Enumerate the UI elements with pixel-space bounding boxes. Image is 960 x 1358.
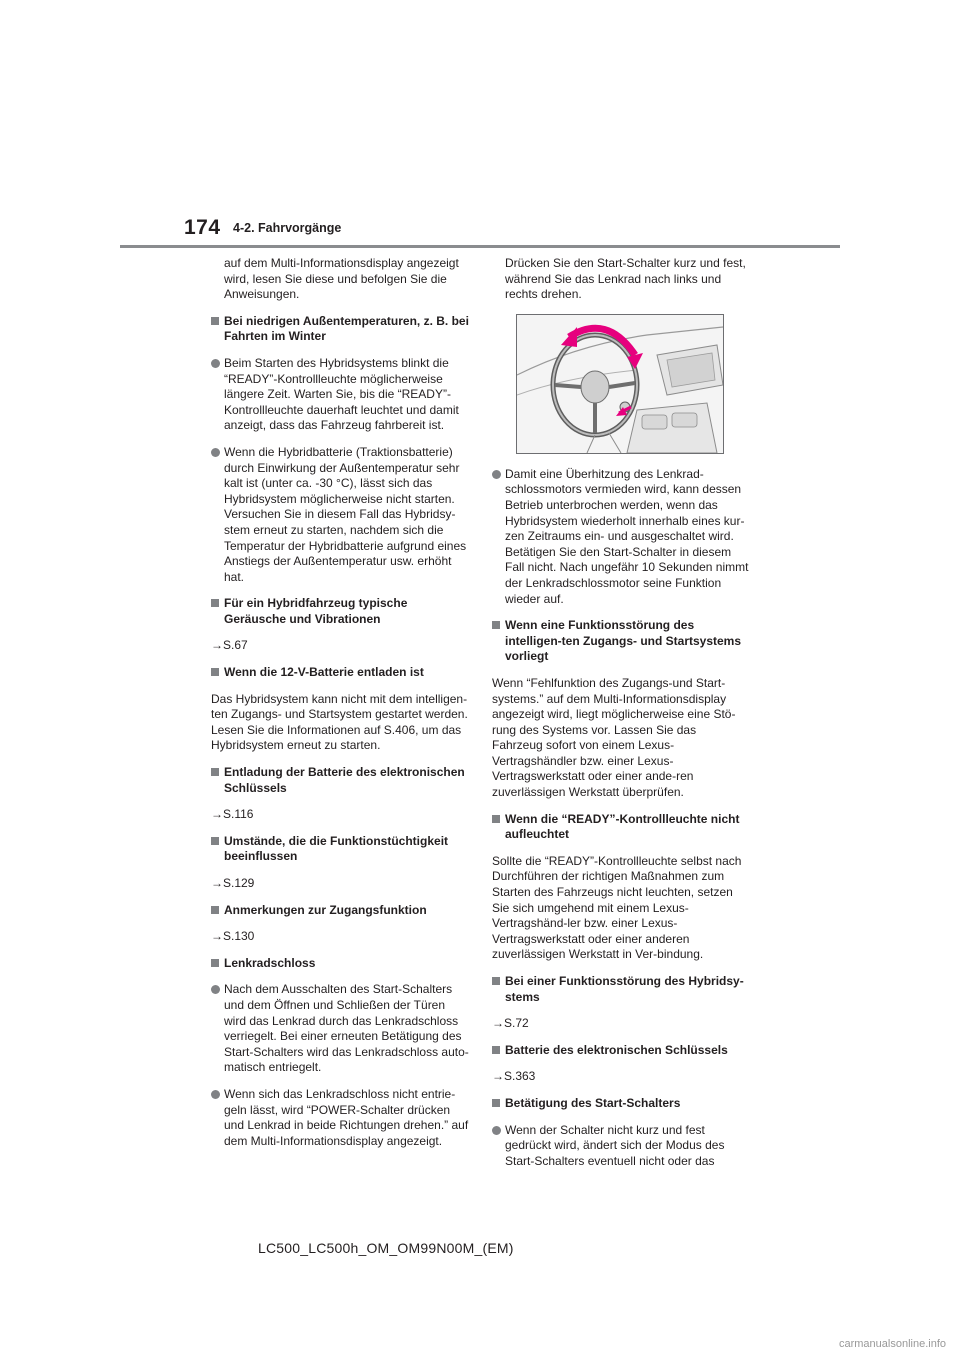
- round-bullet-icon: [492, 1126, 501, 1135]
- heading-text: Wenn eine Funktionsstörung des intelligen-ten Zugangs- und Startsystems vorliegt: [505, 618, 742, 664]
- page-reference-link[interactable]: →S.129: [211, 876, 255, 890]
- heading-steering-lock: [211, 956, 469, 972]
- heading-ready-off: [492, 812, 750, 843]
- bullet-overheat: [492, 467, 750, 607]
- round-bullet-icon: [211, 1090, 220, 1099]
- square-bullet-icon: [211, 959, 219, 967]
- bullet-text: Nach dem Ausschalten des Start-Schalters und dem Öffnen und Schließen der Türen wird das Lenkrad durch das Lenkradschloss verriegelt. Bei einer erneuten Betätigung des Start-Schalters wird das Lenkradschloss auto-matisch entriegelt.: [224, 982, 469, 1075]
- heading-text: Anmerkungen zur Zugangsfunktion: [224, 902, 427, 917]
- bullet-battery-cold: [211, 445, 469, 585]
- heading-text: Batterie des elektronischen Schlüssels: [505, 1042, 728, 1057]
- intro-continuation: auf dem Multi-Informationsdisplay angezeigt wird, lesen Sie diese und befolgen Sie die Anweisungen.: [224, 256, 459, 302]
- header-rule: [120, 245, 840, 248]
- heading-noise: [211, 596, 469, 627]
- square-bullet-icon: [492, 815, 500, 823]
- heading-text: Bei einer Funktionsstörung des Hybridsy-stems: [505, 974, 744, 1004]
- round-bullet-icon: [211, 359, 220, 368]
- bullet-text: Beim Starten des Hybridsystems blinkt die “READY”-Kontrollleuchte möglicherweise längere Zeit. Warten Sie, bis die “READY”-Kontrollleuchte dauerhaft leuchtet und damit anzeigt, dass das Fahrzeug fahrbereit ist.: [224, 355, 459, 433]
- heading-text: Für ein Hybridfahrzeug typische Geräusche und Vibrationen: [224, 596, 408, 626]
- square-bullet-icon: [211, 837, 219, 845]
- right-column: [492, 256, 750, 1180]
- heading-key-battery: [492, 1043, 750, 1059]
- intro-continuation: Drücken Sie den Start-Schalter kurz und fest, während Sie das Lenkrad nach links und rechts drehen.: [505, 256, 746, 302]
- square-bullet-icon: [492, 621, 500, 629]
- page-reference-link[interactable]: →S.116: [211, 807, 254, 822]
- heading-malfunction: [492, 618, 750, 665]
- heading-text: Wenn die “READY”-Kontrollleuchte nicht aufleuchtet: [505, 811, 740, 842]
- bullet-lock-release: [211, 1087, 469, 1149]
- bullet-text: Wenn sich das Lenkradschloss nicht entrie-geln lässt, wird “POWER-Schalter drücken und Lenkrad in beide Richtungen drehen.” auf dem Multi-Informationsdisplay angezeigt.: [224, 1086, 469, 1148]
- round-bullet-icon: [492, 470, 501, 479]
- document-code: LC500_LC500h_OM_OM99N00M_(EM): [258, 1240, 514, 1256]
- square-bullet-icon: [211, 317, 219, 325]
- bullet-text: Wenn die Hybridbatterie (Traktionsbatterie) durch Einwirkung der Außentemperatur sehr kalt ist (unter ca. -30 °C), lässt sich das Hybridsystem möglicherweise nicht starten. Versuchen Sie in diesem Fall das Hybridsy-stem erneut zu starten, nachdem sich die Temperatur der Hybridbatterie aufgrund eines Anstiegs der Außentemperatur usw. erhöht hat.: [224, 444, 467, 584]
- paragraph-ready-off: Sollte die “READY”-Kontrollleuchte selbst nach Durchführen der richtigen Maßnahmen zum Starten des Fahrzeugs nicht leuchten, setzen Sie sich umgehend mit einem Lexus-Vertragshänd-ler bzw. einer Lexus-Vertragswerkstatt oder einer anderen zuverlässigen Werkstatt in Ver-bindung.: [492, 853, 742, 962]
- heading-conditions: [211, 834, 469, 865]
- heading-access-notes: [211, 903, 469, 919]
- watermark: carmanualsonline.info: [838, 1338, 946, 1350]
- bullet-ready-blink: [211, 356, 469, 434]
- heading-start-switch: [492, 1096, 750, 1112]
- heading-text: Umstände, die die Funktionstüchtigkeit beeinflussen: [224, 833, 449, 864]
- bullet-text: Wenn der Schalter nicht kurz und fest gedrückt wird, ändert sich der Modus des Start-Schalters eventuell nicht oder das: [505, 1122, 725, 1168]
- heading-hybrid-fault: [492, 974, 750, 1005]
- bullet-lock-auto: [211, 982, 469, 1076]
- paragraph-malfunction: Wenn “Fehlfunktion des Zugangs-und Start-systems.” auf dem Multi-Informationsdisplay angezeigt wird, liegt möglicherweise eine Stö-rung des Systems vor. Lassen Sie das Fahrzeug sofort von einem Lexus-Vertragshändler bzw. einer Lexus-Vertragswerkstatt oder einer ande-ren zuverlässigen Werkstatt überprüfen.: [492, 675, 736, 800]
- square-bullet-icon: [492, 1046, 500, 1054]
- heading-text: Bei niedrigen Außentemperaturen, z. B. bei Fahrten im Winter: [224, 313, 469, 344]
- page-reference-link[interactable]: →S.67: [211, 638, 248, 653]
- page-number: 174: [184, 216, 221, 239]
- heading-key-battery-drain: [211, 765, 469, 796]
- steering-wheel-illustration: [516, 314, 724, 454]
- heading-text: Entladung der Batterie des elektronischen Schlüssels: [224, 765, 465, 795]
- square-bullet-icon: [492, 1099, 500, 1107]
- page-reference-link[interactable]: →S.130: [211, 929, 255, 944]
- round-bullet-icon: [211, 985, 220, 994]
- square-bullet-icon: [211, 668, 219, 676]
- square-bullet-icon: [211, 599, 219, 607]
- round-bullet-icon: [211, 448, 220, 457]
- heading-text: Betätigung des Start-Schalters: [505, 1095, 681, 1110]
- page-reference-link[interactable]: →S.72: [492, 1016, 529, 1031]
- left-column: [211, 256, 469, 1160]
- square-bullet-icon: [211, 906, 219, 914]
- square-bullet-icon: [211, 768, 219, 776]
- bullet-text: Damit eine Überhitzung des Lenkrad-schlossmotors vermieden wird, kann dessen Betrieb unterbrochen werden, wenn das Hybridsystem wiederholt innerhalb eines kur-zen Zeitraums ein- und ausgeschaltet wird. Betätigen Sie den Start-Schalter in diesem Fall nicht. Nach ungefähr 10 Sekunden nimmt der Lenkradschlossmotor seine Funktion wieder auf.: [505, 466, 749, 606]
- paragraph-12v-battery: Das Hybridsystem kann nicht mit dem intelligen-ten Zugangs- und Startsystem gestartet werden. Lesen Sie die Informationen auf S.406, um das Hybridsystem erneut zu starten.: [211, 691, 468, 753]
- page-reference-link[interactable]: →S.363: [492, 1069, 536, 1084]
- square-bullet-icon: [492, 977, 500, 985]
- section-title: 4-2. Fahrvorgänge: [233, 221, 342, 235]
- heading-text: Lenkradschloss: [224, 955, 316, 970]
- heading-low-temperature: [211, 314, 469, 345]
- heading-text: Wenn die 12-V-Batterie entladen ist: [224, 665, 424, 680]
- bullet-start-switch: [492, 1123, 750, 1170]
- heading-12v-battery: [211, 665, 469, 681]
